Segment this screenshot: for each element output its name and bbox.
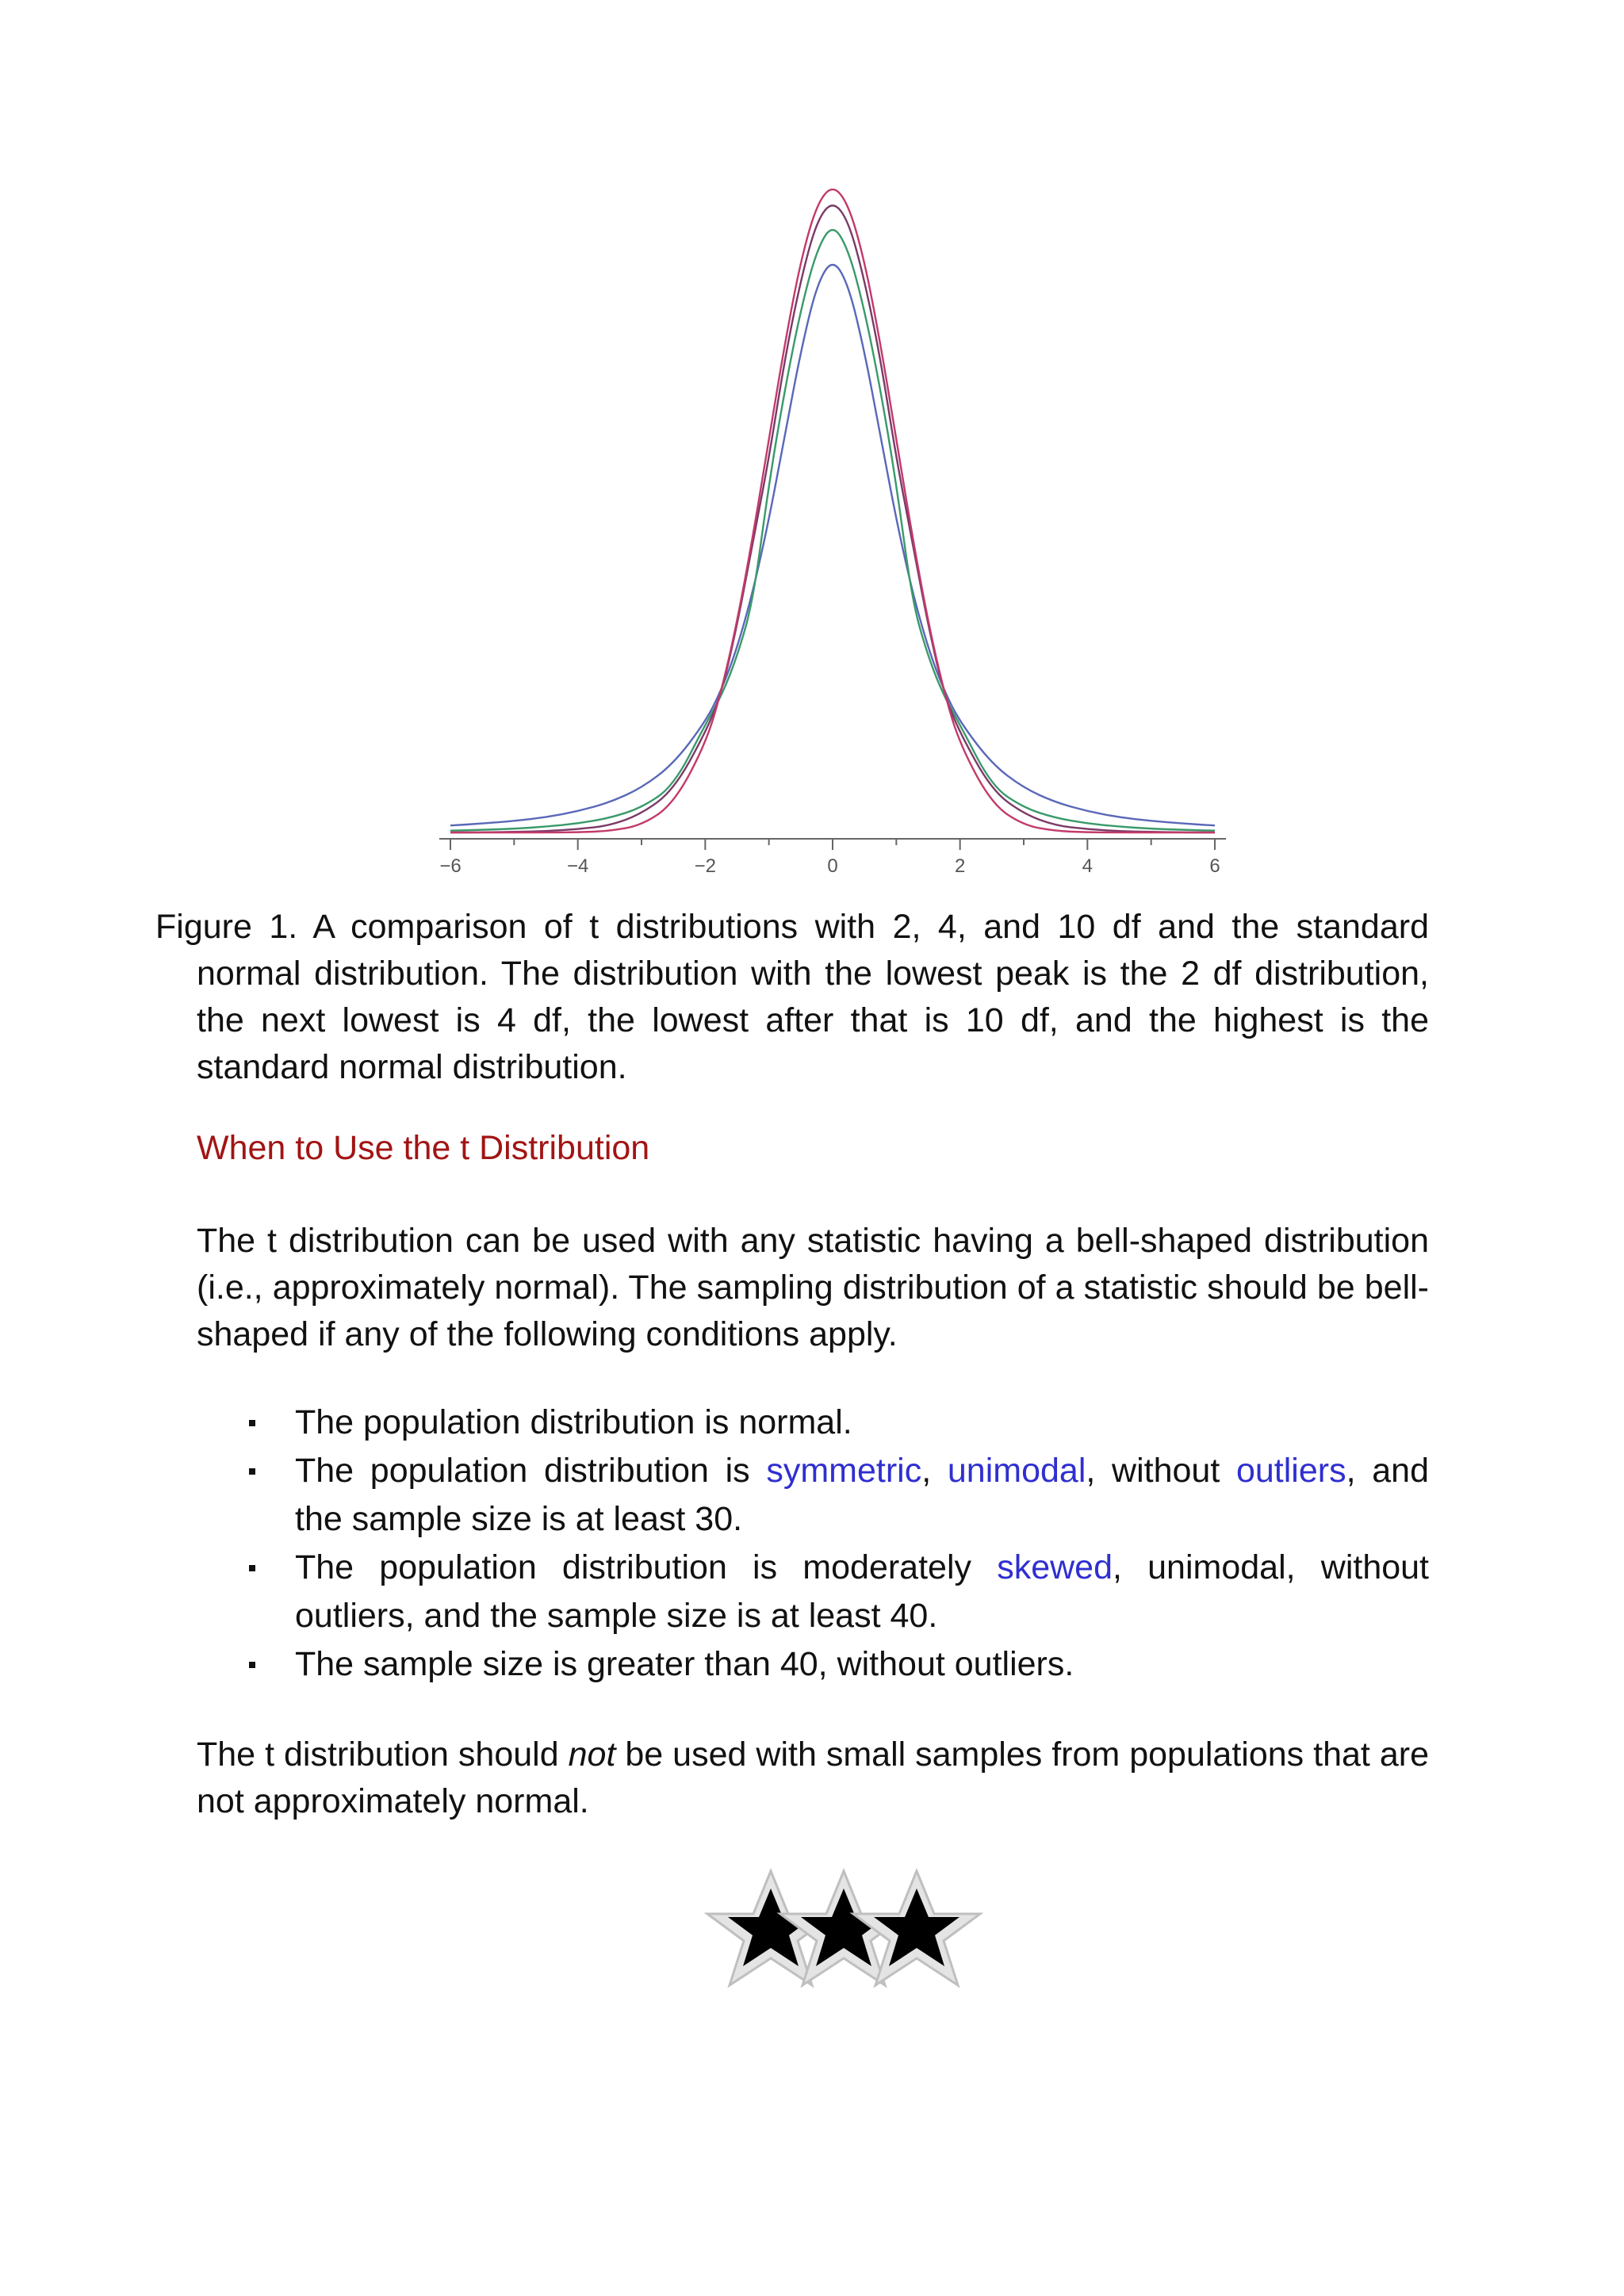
series-line-4: [450, 189, 1215, 832]
x-tick-label: 4: [1082, 855, 1094, 877]
x-tick-label: −6: [439, 855, 462, 877]
x-tick-label: 0: [827, 855, 838, 877]
bullet-text: , without: [1086, 1452, 1236, 1490]
link-symmetric[interactable]: symmetric: [766, 1452, 922, 1490]
x-tick-label: −4: [566, 855, 589, 877]
warning-text: The t distribution should: [197, 1735, 569, 1774]
t-distribution-chart: [412, 143, 1253, 880]
bullet-text: , and the sample size is at least 30.: [295, 1452, 1429, 1538]
section-heading: When to Use the t Distribution: [197, 1129, 650, 1167]
bullet-text: The population distribution is moderately: [295, 1548, 998, 1586]
conditions-list: [197, 1399, 1429, 1689]
list-item: [197, 1447, 1429, 1544]
list-item: [197, 1640, 1429, 1689]
list-item: [197, 1544, 1429, 1640]
paragraph-conditions-intro: The t distribution can be used with any statistic having a bell-shaped distribution (i.e., approximately normal). The sampling distribution of a statistic should be bell-shaped if any of the following conditions apply.: [197, 1222, 1429, 1353]
bullet-text: The population distribution is normal.: [295, 1403, 852, 1441]
bullet-text: ,: [921, 1452, 948, 1490]
figure-caption: Figure 1. A comparison of t distributions with 2, 4, and 10 df and the standard normal distribution. The distribution with the lowest peak is the 2 df distribution, the next lowest is 4 df, the lowest after that is 10 df, and the highest is the standard normal distribution.: [155, 908, 1429, 1086]
emphasis-not: not: [568, 1735, 616, 1774]
warning-text: be used with small samples from populations that are not approximately normal.: [197, 1735, 1429, 1820]
link-skewed[interactable]: skewed: [997, 1548, 1113, 1586]
paragraph-warning: [197, 1732, 1429, 1825]
list-item: [197, 1399, 1429, 1447]
x-axis: [439, 839, 1226, 877]
series-line-2: [450, 230, 1215, 831]
bullet-text: The sample size is greater than 40, without outliers.: [295, 1645, 1074, 1683]
curves: [450, 189, 1215, 832]
bullet-text: The population distribution is: [295, 1452, 767, 1490]
link-unimodal[interactable]: unimodal: [947, 1452, 1086, 1490]
x-tick-label: −2: [694, 855, 717, 877]
x-tick-label: 6: [1209, 855, 1220, 877]
series-line-1: [450, 265, 1215, 825]
x-tick-label: 2: [954, 855, 966, 877]
three-stars-divider: [704, 1865, 983, 1992]
bullet-text: , unimodal, without outliers, and the sample size is at least 40.: [295, 1548, 1430, 1635]
link-outliers[interactable]: outliers: [1235, 1452, 1346, 1490]
series-line-3: [450, 205, 1215, 832]
